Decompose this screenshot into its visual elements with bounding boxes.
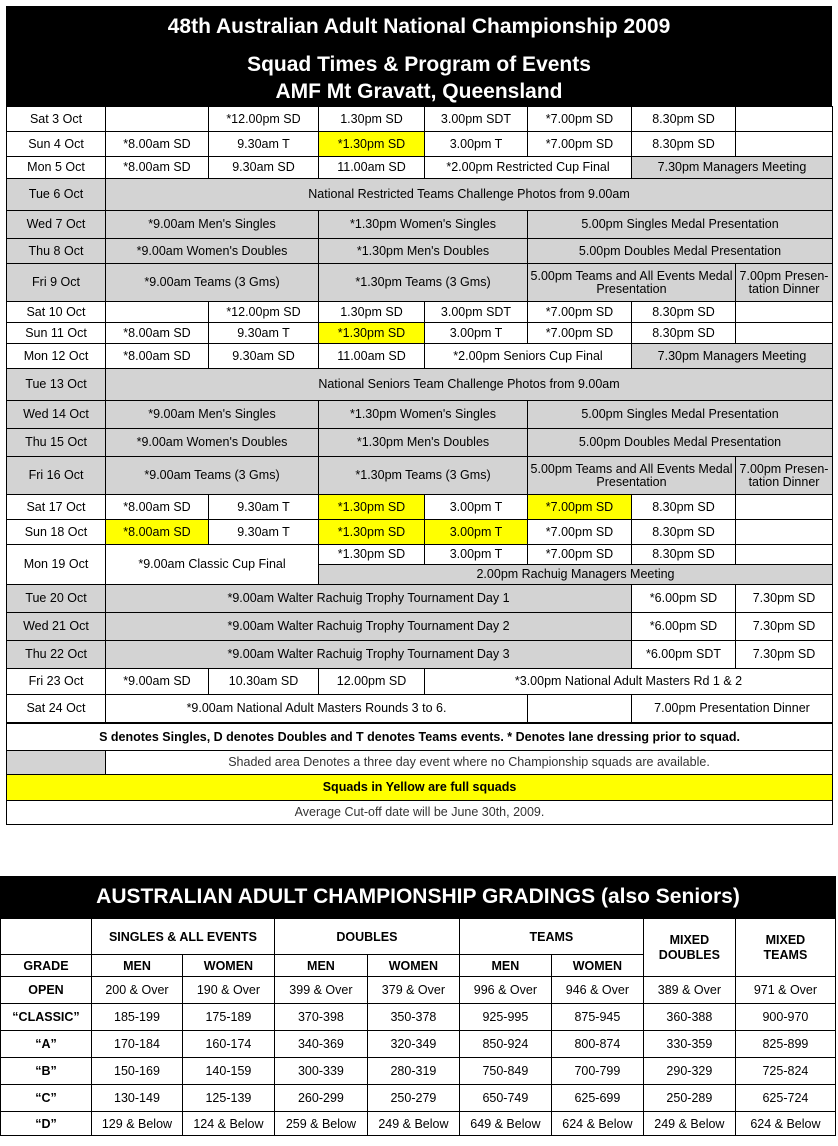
schedule-table bbox=[6, 106, 833, 723]
grade-value: 130-149 bbox=[91, 1085, 182, 1112]
schedule-cell: *12.00pm SD bbox=[209, 302, 319, 323]
schedule-cell: 3.00pm T bbox=[425, 132, 528, 157]
grade-value: 320-349 bbox=[367, 1031, 459, 1058]
grade-value: 700-799 bbox=[551, 1058, 643, 1085]
grade-value: 379 & Over bbox=[367, 977, 459, 1004]
schedule-cell: 5.00pm Teams and All Events Medal Presentation bbox=[528, 264, 736, 302]
schedule-cell: 8.30pm SD bbox=[632, 132, 736, 157]
empty-cell bbox=[528, 695, 632, 723]
grade-value: 350-378 bbox=[367, 1004, 459, 1031]
schedule-cell: *9.00am Women's Doubles bbox=[106, 239, 319, 264]
schedule-cell: *9.00am Walter Rachuig Trophy Tournament Day 1 bbox=[106, 585, 632, 613]
schedule-cell: *7.00pm SD bbox=[528, 323, 632, 344]
day-label: Tue 20 Oct bbox=[7, 585, 106, 613]
grade-value: 175-189 bbox=[182, 1004, 274, 1031]
grade-value: 170-184 bbox=[91, 1031, 182, 1058]
grade-value: 900-970 bbox=[735, 1004, 835, 1031]
schedule-cell: *8.00am SD bbox=[106, 132, 209, 157]
group-singles: SINGLES & ALL EVENTS bbox=[91, 919, 274, 955]
schedule-cell: 5.00pm Teams and All Events Medal Presentation bbox=[528, 457, 736, 495]
singles-men-header: MEN bbox=[91, 955, 182, 977]
shaded-note: Shaded area Denotes a three day event where no Championship squads are available. bbox=[106, 751, 833, 775]
schedule-cell: 7.00pm Presen- tation Dinner bbox=[736, 457, 833, 495]
cutoff-note: Average Cut-off date will be June 30th, 2009. bbox=[7, 801, 833, 825]
schedule-cell: *1.30pm Women's Singles bbox=[319, 401, 528, 429]
schedule-cell: 1.30pm SD bbox=[319, 107, 425, 132]
day-label: Sun 4 Oct bbox=[7, 132, 106, 157]
grade-value: 625-699 bbox=[551, 1085, 643, 1112]
schedule-cell: *9.00am Walter Rachuig Trophy Tournament Day 2 bbox=[106, 613, 632, 641]
schedule-row bbox=[7, 239, 833, 264]
schedule-row bbox=[7, 179, 833, 211]
schedule-row bbox=[7, 107, 833, 132]
schedule-row bbox=[7, 323, 833, 344]
schedule-row bbox=[7, 344, 833, 369]
yellow-note: Squads in Yellow are full squads bbox=[7, 775, 833, 801]
grade-value: 259 & Below bbox=[274, 1112, 367, 1136]
grade-name: “D” bbox=[1, 1112, 92, 1136]
grade-value: 340-369 bbox=[274, 1031, 367, 1058]
schedule-cell: *7.00pm SD bbox=[528, 545, 632, 565]
schedule-cell: *1.30pm Men's Doubles bbox=[319, 429, 528, 457]
schedule-cell: 5.00pm Doubles Medal Presentation bbox=[528, 239, 833, 264]
schedule-cell: 3.00pm SDT bbox=[425, 302, 528, 323]
day-label: Sat 3 Oct bbox=[7, 107, 106, 132]
schedule-row bbox=[7, 495, 833, 520]
schedule-row bbox=[7, 429, 833, 457]
page-subtitle: Squad Times & Program of Events bbox=[247, 53, 591, 76]
schedule-cell: *7.00pm SD bbox=[528, 302, 632, 323]
schedule-cell: 3.00pm T bbox=[425, 323, 528, 344]
grade-value: 399 & Over bbox=[274, 977, 367, 1004]
schedule-cell: *6.00pm SD bbox=[632, 613, 736, 641]
schedule-cell: *9.00am Teams (3 Gms) bbox=[106, 457, 319, 495]
day-label: Tue 13 Oct bbox=[7, 369, 106, 401]
grade-value: 140-159 bbox=[182, 1058, 274, 1085]
schedule-cell: *9.00am Teams (3 Gms) bbox=[106, 264, 319, 302]
schedule-row bbox=[7, 211, 833, 239]
group-teams: TEAMS bbox=[459, 919, 643, 955]
page-title: 48th Australian Adult National Championship 2009 bbox=[167, 15, 671, 38]
grade-value: 725-824 bbox=[735, 1058, 835, 1085]
schedule-cell: *1.30pm SD bbox=[319, 495, 425, 520]
grade-name: OPEN bbox=[1, 977, 92, 1004]
schedule-cell: *6.00pm SD bbox=[632, 585, 736, 613]
grade-value: 370-398 bbox=[274, 1004, 367, 1031]
grade-value: 650-749 bbox=[459, 1085, 551, 1112]
grade-value: 249 & Below bbox=[643, 1112, 735, 1136]
doubles-men-header: MEN bbox=[274, 955, 367, 977]
schedule-row bbox=[7, 264, 833, 302]
schedule-cell: 11.00am SD bbox=[319, 344, 425, 369]
grade-row bbox=[1, 977, 836, 1004]
schedule-row bbox=[7, 369, 833, 401]
grade-value: 250-279 bbox=[367, 1085, 459, 1112]
schedule-cell: *7.00pm SD bbox=[528, 520, 632, 545]
empty-cell bbox=[736, 495, 833, 520]
grade-value: 185-199 bbox=[91, 1004, 182, 1031]
schedule-cell: 3.00pm T bbox=[425, 495, 528, 520]
empty-cell bbox=[736, 107, 833, 132]
schedule-row bbox=[7, 613, 833, 641]
schedule-row bbox=[7, 457, 833, 495]
schedule-cell: *1.30pm SD bbox=[319, 520, 425, 545]
shade-swatch bbox=[7, 751, 106, 775]
grade-value: 300-339 bbox=[274, 1058, 367, 1085]
schedule-cell: 2.00pm Rachuig Managers Meeting bbox=[319, 565, 833, 585]
schedule-cell: *1.30pm SD bbox=[319, 545, 425, 565]
grade-value: 925-995 bbox=[459, 1004, 551, 1031]
grade-value: 160-174 bbox=[182, 1031, 274, 1058]
teams-men-header: MEN bbox=[459, 955, 551, 977]
grade-value: 200 & Over bbox=[91, 977, 182, 1004]
schedule-cell: 5.00pm Singles Medal Presentation bbox=[528, 401, 833, 429]
grade-row bbox=[1, 1112, 836, 1136]
schedule-cell: 9.30am T bbox=[209, 520, 319, 545]
day-label: Mon 12 Oct bbox=[7, 344, 106, 369]
grade-name: “B” bbox=[1, 1058, 92, 1085]
schedule-cell: *1.30pm Teams (3 Gms) bbox=[319, 457, 528, 495]
schedule-cell: 7.00pm Presen- tation Dinner bbox=[736, 264, 833, 302]
grade-name: “A” bbox=[1, 1031, 92, 1058]
grade-row bbox=[1, 1058, 836, 1085]
grade-value: 125-139 bbox=[182, 1085, 274, 1112]
schedule-cell: 1.30pm SD bbox=[319, 302, 425, 323]
day-label: Mon 19 Oct bbox=[7, 545, 106, 585]
schedule-cell: *8.00am SD bbox=[106, 323, 209, 344]
schedule-header bbox=[6, 6, 832, 106]
grade-row bbox=[1, 1004, 836, 1031]
grade-value: 330-359 bbox=[643, 1031, 735, 1058]
teams-women-header: WOMEN bbox=[551, 955, 643, 977]
schedule-cell: 8.30pm SD bbox=[632, 495, 736, 520]
schedule-cell: 7.30pm SD bbox=[736, 585, 833, 613]
schedule-cell: *6.00pm SDT bbox=[632, 641, 736, 669]
schedule-row bbox=[7, 157, 833, 179]
day-label: Thu 22 Oct bbox=[7, 641, 106, 669]
schedule-cell: 7.00pm Presentation Dinner bbox=[632, 695, 833, 723]
schedule-cell: 3.00pm T bbox=[425, 520, 528, 545]
schedule-cell: *1.30pm Women's Singles bbox=[319, 211, 528, 239]
empty-cell bbox=[736, 132, 833, 157]
schedule-cell: *9.00am Women's Doubles bbox=[106, 429, 319, 457]
grade-label: GRADE bbox=[1, 955, 92, 977]
day-label: Sun 18 Oct bbox=[7, 520, 106, 545]
group-doubles: DOUBLES bbox=[274, 919, 459, 955]
grade-row bbox=[1, 1031, 836, 1058]
schedule-row bbox=[7, 132, 833, 157]
day-label: Sun 11 Oct bbox=[7, 323, 106, 344]
schedule-cell: *9.00am SD bbox=[106, 669, 209, 695]
schedule-panel bbox=[6, 6, 832, 825]
gradings-table bbox=[0, 918, 836, 1136]
schedule-cell: *1.30pm SD bbox=[319, 132, 425, 157]
grade-value: 124 & Below bbox=[182, 1112, 274, 1136]
grade-value: 290-329 bbox=[643, 1058, 735, 1085]
schedule-cell: 11.00am SD bbox=[319, 157, 425, 179]
schedule-cell: 8.30pm SD bbox=[632, 107, 736, 132]
day-label: Sat 17 Oct bbox=[7, 495, 106, 520]
day-label: Tue 6 Oct bbox=[7, 179, 106, 211]
gradings-panel bbox=[0, 876, 836, 1136]
empty-cell bbox=[736, 520, 833, 545]
grade-value: 850-924 bbox=[459, 1031, 551, 1058]
schedule-cell: 8.30pm SD bbox=[632, 302, 736, 323]
grade-value: 971 & Over bbox=[735, 977, 835, 1004]
schedule-cell: *9.00am Men's Singles bbox=[106, 211, 319, 239]
schedule-cell: 7.30pm SD bbox=[736, 641, 833, 669]
schedule-cell: *7.00pm SD bbox=[528, 495, 632, 520]
schedule-cell: 5.00pm Singles Medal Presentation bbox=[528, 211, 833, 239]
empty-cell bbox=[736, 302, 833, 323]
day-label: Wed 21 Oct bbox=[7, 613, 106, 641]
schedule-cell: *9.00am Men's Singles bbox=[106, 401, 319, 429]
schedule-cell: 9.30am SD bbox=[209, 157, 319, 179]
schedule-cell: *12.00pm SD bbox=[209, 107, 319, 132]
schedule-cell: *7.00pm SD bbox=[528, 107, 632, 132]
schedule-cell: 9.30am T bbox=[209, 495, 319, 520]
schedule-cell: 9.30am SD bbox=[209, 344, 319, 369]
grade-value: 624 & Below bbox=[735, 1112, 835, 1136]
schedule-cell: *8.00am SD bbox=[106, 495, 209, 520]
doubles-women-header: WOMEN bbox=[367, 955, 459, 977]
schedule-cell: *9.00am Walter Rachuig Trophy Tournament Day 3 bbox=[106, 641, 632, 669]
schedule-row bbox=[7, 585, 833, 613]
schedule-row bbox=[7, 302, 833, 323]
grade-name: “C” bbox=[1, 1085, 92, 1112]
singles-women-header: WOMEN bbox=[182, 955, 274, 977]
schedule-row bbox=[7, 641, 833, 669]
schedule-cell: 9.30am T bbox=[209, 323, 319, 344]
schedule-cell: *7.00pm SD bbox=[528, 132, 632, 157]
schedule-cell: *1.30pm Men's Doubles bbox=[319, 239, 528, 264]
day-label: Wed 7 Oct bbox=[7, 211, 106, 239]
grade-value: 360-388 bbox=[643, 1004, 735, 1031]
grade-value: 996 & Over bbox=[459, 977, 551, 1004]
day-label: Fri 23 Oct bbox=[7, 669, 106, 695]
schedule-cell: *9.00am Classic Cup Final bbox=[106, 545, 319, 585]
schedule-cell: 7.30pm Managers Meeting bbox=[632, 157, 833, 179]
day-label: Sat 24 Oct bbox=[7, 695, 106, 723]
grade-value: 150-169 bbox=[91, 1058, 182, 1085]
schedule-cell: *2.00pm Restricted Cup Final bbox=[425, 157, 632, 179]
empty-cell bbox=[106, 107, 209, 132]
day-label: Sat 10 Oct bbox=[7, 302, 106, 323]
grade-value: 260-299 bbox=[274, 1085, 367, 1112]
schedule-row bbox=[7, 695, 833, 723]
empty-cell bbox=[736, 545, 833, 565]
grade-value: 129 & Below bbox=[91, 1112, 182, 1136]
schedule-cell: 5.00pm Doubles Medal Presentation bbox=[528, 429, 833, 457]
schedule-cell: *1.30pm SD bbox=[319, 323, 425, 344]
day-label: Mon 5 Oct bbox=[7, 157, 106, 179]
day-label: Fri 9 Oct bbox=[7, 264, 106, 302]
schedule-cell: *8.00am SD bbox=[106, 344, 209, 369]
schedule-cell: *2.00pm Seniors Cup Final bbox=[425, 344, 632, 369]
grade-value: 750-849 bbox=[459, 1058, 551, 1085]
grade-value: 389 & Over bbox=[643, 977, 735, 1004]
schedule-cell: *9.00am National Adult Masters Rounds 3 to 6. bbox=[106, 695, 528, 723]
grade-value: 825-899 bbox=[735, 1031, 835, 1058]
schedule-cell: 7.30pm SD bbox=[736, 613, 833, 641]
grade-value: 250-289 bbox=[643, 1085, 735, 1112]
schedule-row bbox=[7, 520, 833, 545]
grade-value: 875-945 bbox=[551, 1004, 643, 1031]
schedule-cell: 3.00pm T bbox=[425, 545, 528, 565]
schedule-cell: 9.30am T bbox=[209, 132, 319, 157]
day-label: Thu 15 Oct bbox=[7, 429, 106, 457]
group-mixed-teams: MIXED TEAMS bbox=[735, 919, 835, 977]
notes-table bbox=[6, 723, 833, 825]
schedule-cell: National Seniors Team Challenge Photos from 9.00am bbox=[106, 369, 833, 401]
schedule-cell: 8.30pm SD bbox=[632, 323, 736, 344]
schedule-cell: 8.30pm SD bbox=[632, 545, 736, 565]
grade-value: 800-874 bbox=[551, 1031, 643, 1058]
schedule-cell: National Restricted Teams Challenge Photos from 9.00am bbox=[106, 179, 833, 211]
schedule-cell: 8.30pm SD bbox=[632, 520, 736, 545]
schedule-cell: *8.00am SD bbox=[106, 520, 209, 545]
empty-cell bbox=[736, 323, 833, 344]
grade-value: 946 & Over bbox=[551, 977, 643, 1004]
empty-cell bbox=[106, 302, 209, 323]
schedule-row bbox=[7, 545, 833, 565]
group-mixed-doubles: MIXED DOUBLES bbox=[643, 919, 735, 977]
grade-header-blank bbox=[1, 919, 92, 955]
schedule-cell: 3.00pm SDT bbox=[425, 107, 528, 132]
legend-note: S denotes Singles, D denotes Doubles and T denotes Teams events. * Denotes lane dressing prior to squad. bbox=[7, 724, 833, 751]
schedule-cell: 7.30pm Managers Meeting bbox=[632, 344, 833, 369]
grade-value: 649 & Below bbox=[459, 1112, 551, 1136]
grade-value: 625-724 bbox=[735, 1085, 835, 1112]
schedule-row bbox=[7, 401, 833, 429]
grade-value: 190 & Over bbox=[182, 977, 274, 1004]
day-label: Fri 16 Oct bbox=[7, 457, 106, 495]
schedule-cell: 10.30am SD bbox=[209, 669, 319, 695]
schedule-row bbox=[7, 669, 833, 695]
day-label: Thu 8 Oct bbox=[7, 239, 106, 264]
grade-name: “CLASSIC” bbox=[1, 1004, 92, 1031]
grade-row bbox=[1, 1085, 836, 1112]
grade-value: 280-319 bbox=[367, 1058, 459, 1085]
schedule-cell: 12.00pm SD bbox=[319, 669, 425, 695]
grade-value: 624 & Below bbox=[551, 1112, 643, 1136]
day-label: Wed 14 Oct bbox=[7, 401, 106, 429]
schedule-cell: *3.00pm National Adult Masters Rd 1 & 2 bbox=[425, 669, 833, 695]
venue-title: AMF Mt Gravatt, Queensland bbox=[275, 80, 563, 103]
schedule-cell: *1.30pm Teams (3 Gms) bbox=[319, 264, 528, 302]
schedule-cell: *8.00am SD bbox=[106, 157, 209, 179]
grade-value: 249 & Below bbox=[367, 1112, 459, 1136]
gradings-title: AUSTRALIAN ADULT CHAMPIONSHIP GRADINGS (also Seniors) bbox=[0, 876, 836, 918]
